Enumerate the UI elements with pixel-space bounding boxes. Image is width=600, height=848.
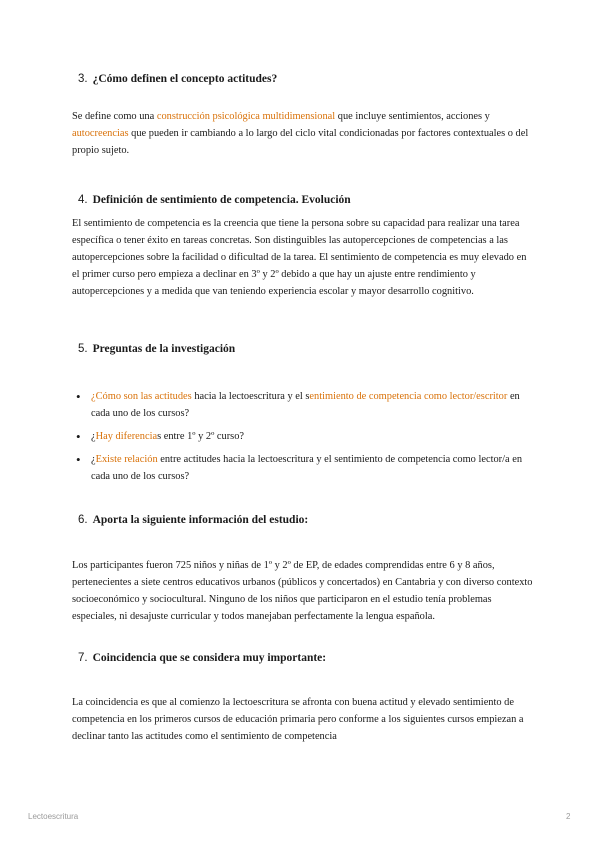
section-5-title: Preguntas de la investigación [92, 343, 236, 355]
section-6-title: Aporta la siguiente información del estudio: [92, 514, 309, 526]
section-7-paragraph: La coincidencia es que al comienzo la lectoescritura se afronta con buena actitud y elevado sentimiento de competencia en los primeros cursos de educación primaria pero conforme a los siguientes cursos empiezan a declinar tanto las actitudes como el sentimiento de competencia [72, 697, 524, 742]
list-item: • ¿Cómo son las actitudes hacia la lectoescritura y el sentimiento de competencia como lector/escritor en cada uno de los cursos? [72, 388, 534, 422]
section-7-number: 7. [78, 652, 88, 664]
section-3-heading [78, 73, 277, 85]
section-3-paragraph: Se define como una construcción psicológica multidimensional que incluye sentimientos, acciones y autocreencias que pueden ir cambiando a lo largo del ciclo vital condicionadas por factores contextuales o del propio sujeto. [72, 111, 529, 156]
highlight-construccion: construcción psicológica multidimensional [156, 111, 336, 122]
section-4-number: 4. [78, 194, 88, 206]
footer-document-title: Lectoescritura [28, 812, 79, 821]
section-7-heading [78, 652, 326, 664]
section-3-title: ¿Cómo definen el concepto actitudes? [92, 73, 278, 85]
list-item: • ¿Hay diferencias entre 1º y 2º curso? [72, 428, 534, 445]
highlight-autocreencias: autocreencias [72, 128, 129, 139]
section-6-paragraph: Los participantes fueron 725 niños y niñas de 1º y 2º de EP, de edades comprendidas entre 6 y 8 años, pertenecientes a siete centros educativos urbanos (públicos y concertados) en Cantabria y con diverso contexto socioeconómico y sociocultural. Ninguno de los niños que participaron en el estudio tenía problemas especiales, ni desajuste curricular y todos manejaban perfectamente la lengua española. [72, 560, 533, 622]
section-4-title: Definición de sentimiento de competencia. Evolución [92, 194, 351, 206]
section-5-heading [78, 343, 235, 355]
list-item: • ¿Existe relación entre actitudes hacia la lectoescritura y el sentimiento de competencia como lector/a en cada uno de los cursos? [72, 451, 534, 485]
section-4-paragraph: El sentimiento de competencia es la creencia que tiene la persona sobre su capacidad para realizar una tarea específica o tener éxito en tareas concretas. Son distinguibles las autopercepciones de competencias a las autopercepciones sobre la facilidad o dificultad de la tarea. El sentimiento de competencia es muy elevado en el primer curso pero empieza a declinar en 3º y 2º debido a que hay un ajuste entre rendimiento y autopercepciones y a medida que van teniendo experiencia escolar y mayor desarrollo cognitivo. [72, 218, 527, 297]
section-6-heading [78, 514, 308, 526]
section-5-number: 5. [78, 343, 88, 355]
research-questions-list [72, 388, 534, 491]
section-3-number: 3. [78, 73, 88, 85]
section-6-number: 6. [78, 514, 88, 526]
footer-page-number: 2 [566, 812, 571, 821]
section-4-heading [78, 194, 351, 206]
section-7-title: Coincidencia que se considera muy importante: [92, 652, 327, 664]
